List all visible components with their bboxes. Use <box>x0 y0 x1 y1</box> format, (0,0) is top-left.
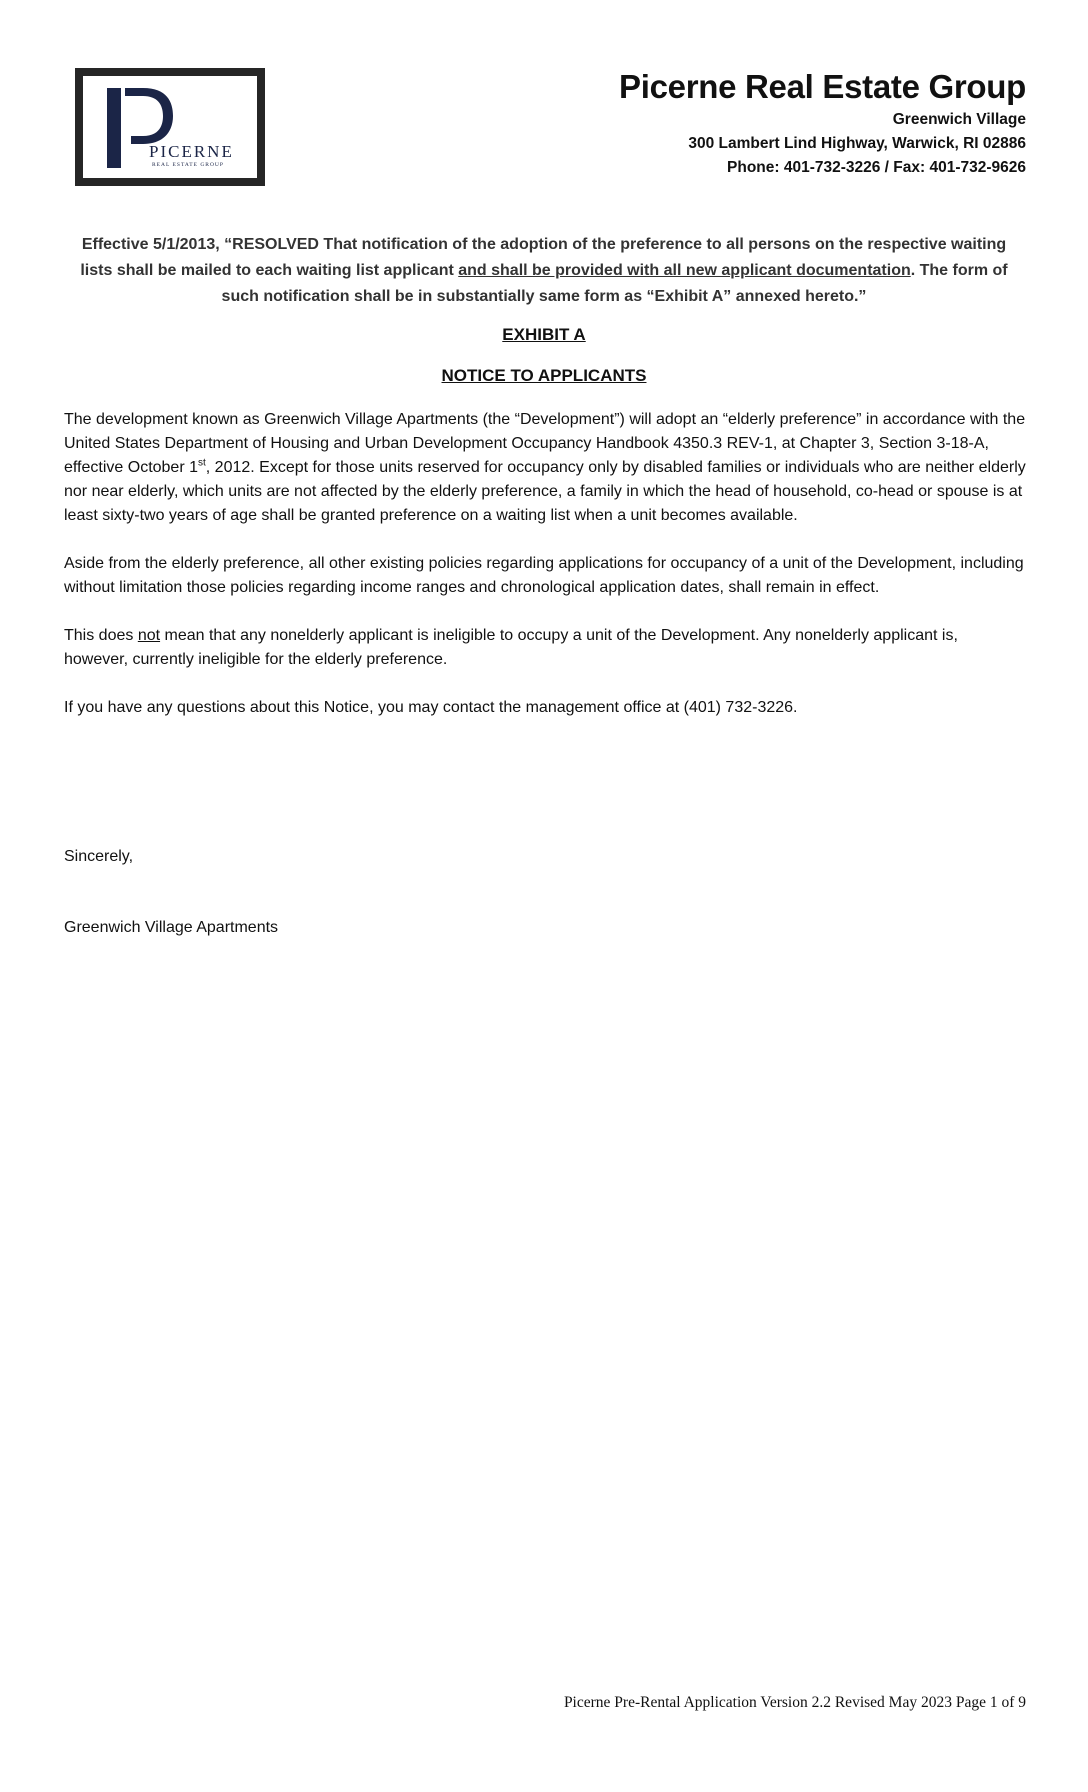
paragraph-questions: If you have any questions about this Notice, you may contact the management office at (401) 732-3226. <box>64 699 798 716</box>
company-name: Picerne Real Estate Group <box>619 68 1026 105</box>
intro-text-part1: Effective 5/1/2013, “RESOLVED That notification of the adoption of the preference to all persons on the respective waiting lists shall be mailed to each waiting list applicant <box>80 236 1007 279</box>
page-footer: Picerne Pre-Rental Application Version 2.2 Revised May 2023 Page 1 of 9 <box>563 1694 1026 1711</box>
notice-body <box>64 408 1026 744</box>
company-address: 300 Lambert Lind Highway, Warwick, RI 02886 <box>688 135 1026 152</box>
resolution-intro <box>64 232 1024 310</box>
notice-title: NOTICE TO APPLICANTS <box>441 366 647 385</box>
logo-tagline: REAL ESTATE GROUP <box>152 162 224 168</box>
intro-text-part2: . The form of such notification shall be in substantially same form as “Exhibit A” annexed hereto.” <box>221 262 1008 305</box>
ordinal-suffix: st <box>198 457 206 469</box>
property-name: Greenwich Village <box>892 111 1026 128</box>
exhibit-title: EXHIBIT A <box>502 325 586 344</box>
company-header <box>619 66 1026 180</box>
signature: Greenwich Village Apartments <box>64 919 279 936</box>
paragraph-nonelderly <box>64 624 1026 672</box>
logo-inner <box>83 76 257 178</box>
paragraph-3-text-a: This does <box>64 627 138 644</box>
closing: Sincerely, <box>64 848 134 865</box>
paragraph-1-text-a: The development known as Greenwich Village Apartments (the “Development”) will adopt an “elderly preference” in accordance with the United States Department of Housing and Urban Development Occupancy Handbook 4350.3 REV-1, at Chapter 3, Section 3-18-A, effective October 1 <box>64 411 1026 476</box>
intro-underlined-text: and shall be provided with all new applicant documentation <box>458 262 911 279</box>
company-logo <box>75 68 265 186</box>
paragraph-elderly-preference <box>64 408 1026 528</box>
paragraph-3-text-b: mean that any nonelderly applicant is ineligible to occupy a unit of the Development. Any nonelderly applicant is, however, currently ineligible for the elderly preference. <box>64 627 958 668</box>
paragraph-existing-policies: Aside from the elderly preference, all other existing policies regarding applications for occupancy of a unit of the Development, including without limitation those policies regarding income ranges and chronological application dates, shall remain in effect. <box>64 555 1024 596</box>
paragraph-1-text-b: , 2012. Except for those units reserved for occupancy only by disabled families or individuals who are neither elderly nor near elderly, which units are not affected by the elderly preference, a family in which the head of household, co-head or spouse is at least sixty-two years of age shall be granted preference on a waiting list when a unit becomes available. <box>64 459 1026 524</box>
company-contact: Phone: 401-732-3226 / Fax: 401-732-9626 <box>727 159 1026 176</box>
paragraph-3-underlined: not <box>137 627 161 644</box>
logo-name: PICERNE <box>149 142 234 161</box>
